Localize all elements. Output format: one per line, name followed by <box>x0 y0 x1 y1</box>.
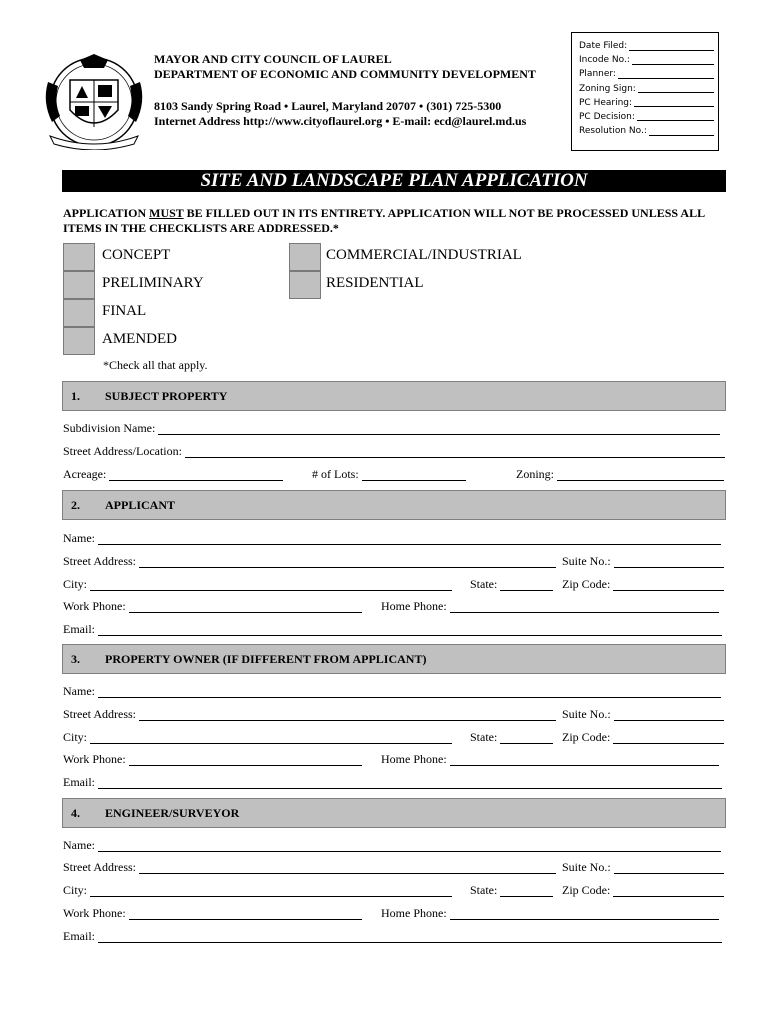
owner-work-phone-field[interactable] <box>129 754 362 766</box>
applicant-home-phone-row <box>381 599 719 613</box>
applicant-suite-row <box>562 554 724 568</box>
final-label: FINAL <box>102 303 147 319</box>
engineer-zip-field[interactable] <box>613 885 724 897</box>
pc-hearing-label: PC Hearing: <box>579 97 633 108</box>
resolution-label: Resolution No.: <box>579 126 647 137</box>
commercial-industrial-label: COMMERCIAL/INDUSTRIAL <box>326 247 522 263</box>
applicant-city-row <box>63 577 452 591</box>
applicant-street-row <box>63 554 556 568</box>
engineer-state-field[interactable] <box>500 885 553 897</box>
owner-name-row <box>63 684 721 698</box>
commercial-industrial-checkbox[interactable] <box>289 243 321 271</box>
section-subject-property-header <box>62 381 726 411</box>
section-title: SUBJECT PROPERTY <box>105 389 228 403</box>
street-label: Street Address: <box>63 860 136 874</box>
applicant-home-phone-field[interactable] <box>450 601 719 613</box>
applicant-state-row <box>470 577 553 591</box>
zip-label: Zip Code: <box>562 577 611 591</box>
owner-city-field[interactable] <box>90 732 452 744</box>
section-title: ENGINEER/SURVEYOR <box>105 806 240 820</box>
city-label: City: <box>63 730 88 744</box>
suite-label: Suite No.: <box>562 554 611 568</box>
engineer-work-phone-field[interactable] <box>129 908 362 920</box>
department-name: DEPARTMENT OF ECONOMIC AND COMMUNITY DEVELOPMENT <box>154 67 536 81</box>
owner-work-phone-row <box>63 752 362 766</box>
email-label: Email: <box>63 622 95 636</box>
state-label: State: <box>470 883 498 897</box>
lots-field[interactable] <box>362 469 466 481</box>
city-label: City: <box>63 883 88 897</box>
pc-hearing-field[interactable] <box>634 96 714 108</box>
home-phone-label: Home Phone: <box>381 752 447 766</box>
applicant-work-phone-row <box>63 599 362 613</box>
street-label: Street Address: <box>63 707 136 721</box>
amended-label: AMENDED <box>102 331 177 347</box>
engineer-home-phone-row <box>381 906 719 920</box>
zoning-label: Zoning: <box>516 467 554 481</box>
owner-zip-field[interactable] <box>613 732 724 744</box>
name-label: Name: <box>63 684 95 698</box>
suite-label: Suite No.: <box>562 860 611 874</box>
owner-city-row <box>63 730 452 744</box>
incode-field[interactable] <box>632 53 714 65</box>
applicant-name-field[interactable] <box>98 533 721 545</box>
section-engineer-surveyor-header <box>62 798 726 828</box>
city-label: City: <box>63 577 88 591</box>
applicant-zip-row <box>562 577 724 591</box>
acreage-label: Acreage: <box>63 467 107 481</box>
engineer-city-row <box>63 883 452 897</box>
address-line: 8103 Sandy Spring Road • Laurel, Maryland 20707 • (301) 725-5300 <box>154 99 502 113</box>
engineer-zip-row <box>562 883 724 897</box>
residential-checkbox[interactable] <box>289 271 321 299</box>
state-label: State: <box>470 577 498 591</box>
section-title: PROPERTY OWNER (IF DIFFERENT FROM APPLICANT) <box>105 652 427 666</box>
acreage-row <box>63 467 283 481</box>
applicant-suite-field[interactable] <box>614 556 724 568</box>
office-use-box <box>571 32 719 151</box>
pc-decision-field[interactable] <box>637 110 714 122</box>
subdivision-name-field[interactable] <box>158 423 720 435</box>
subdivision-name-row <box>63 421 720 435</box>
concept-checkbox[interactable] <box>63 243 95 271</box>
applicant-state-field[interactable] <box>500 579 553 591</box>
engineer-name-row <box>63 838 721 852</box>
engineer-name-field[interactable] <box>98 840 721 852</box>
lots-row <box>312 467 466 481</box>
email-label: Email: <box>63 775 95 789</box>
pc-decision-label: PC Decision: <box>579 111 635 122</box>
instructions-notice: APPLICATION MUST BE FILLED OUT IN ITS ENTIRETY. APPLICATION WILL NOT BE PROCESSED UNLESS ALL ITEMS IN THE CHECKLISTS ARE ADDRESSED.* <box>63 206 705 235</box>
owner-home-phone-field[interactable] <box>450 754 719 766</box>
applicant-street-field[interactable] <box>139 556 556 568</box>
engineer-work-phone-row <box>63 906 362 920</box>
final-checkbox[interactable] <box>63 299 95 327</box>
form-title: SITE AND LANDSCAPE PLAN APPLICATION <box>62 170 726 192</box>
section-number: 1. <box>71 389 80 403</box>
street-location-label: Street Address/Location: <box>63 444 182 458</box>
owner-street-row <box>63 707 556 721</box>
engineer-suite-field[interactable] <box>614 862 724 874</box>
section-applicant-header <box>62 490 726 520</box>
applicant-zip-field[interactable] <box>613 579 724 591</box>
date-filed-field[interactable] <box>629 39 714 51</box>
section-number: 3. <box>71 652 80 666</box>
home-phone-label: Home Phone: <box>381 599 447 613</box>
city-seal-logo <box>40 52 148 150</box>
preliminary-checkbox[interactable] <box>63 271 95 299</box>
residential-label: RESIDENTIAL <box>326 275 424 291</box>
engineer-home-phone-field[interactable] <box>450 908 719 920</box>
owner-suite-row <box>562 707 724 721</box>
owner-street-field[interactable] <box>139 709 556 721</box>
owner-zip-row <box>562 730 724 744</box>
section-number: 4. <box>71 806 80 820</box>
section-property-owner-header <box>62 644 726 674</box>
section-title: APPLICANT <box>105 498 176 512</box>
owner-state-field[interactable] <box>500 732 553 744</box>
contact-line: Internet Address http://www.cityoflaurel.org • E-mail: ecd@laurel.md.us <box>154 114 527 128</box>
owner-name-field[interactable] <box>98 686 721 698</box>
name-label: Name: <box>63 838 95 852</box>
engineer-city-field[interactable] <box>90 885 452 897</box>
work-phone-label: Work Phone: <box>63 752 126 766</box>
subdivision-name-label: Subdivision Name: <box>63 421 156 435</box>
engineer-street-field[interactable] <box>139 862 556 874</box>
preliminary-label: PRELIMINARY <box>102 275 204 291</box>
work-phone-label: Work Phone: <box>63 599 126 613</box>
applicant-name-row <box>63 531 721 545</box>
org-name: MAYOR AND CITY COUNCIL OF LAUREL <box>154 52 392 66</box>
acreage-field[interactable] <box>109 469 283 481</box>
section-number: 2. <box>71 498 80 512</box>
owner-state-row <box>470 730 553 744</box>
amended-checkbox[interactable] <box>63 327 95 355</box>
incode-label: Incode No.: <box>579 55 630 66</box>
zoning-field[interactable] <box>557 469 724 481</box>
zip-label: Zip Code: <box>562 883 611 897</box>
street-location-row <box>63 444 725 458</box>
zoning-row <box>516 467 724 481</box>
name-label: Name: <box>63 531 95 545</box>
date-filed-label: Date Filed: <box>579 41 628 51</box>
owner-home-phone-row <box>381 752 719 766</box>
zoning-sign-label: Zoning Sign: <box>579 83 636 94</box>
check-all-note: *Check all that apply. <box>103 358 208 372</box>
engineer-suite-row <box>562 860 724 874</box>
applicant-email-row <box>63 622 722 636</box>
engineer-email-field[interactable] <box>98 931 722 943</box>
engineer-street-row <box>63 860 556 874</box>
home-phone-label: Home Phone: <box>381 906 447 920</box>
email-label: Email: <box>63 929 95 943</box>
owner-suite-field[interactable] <box>614 709 724 721</box>
state-label: State: <box>470 730 498 744</box>
engineer-email-row <box>63 929 722 943</box>
planner-field[interactable] <box>618 67 714 79</box>
work-phone-label: Work Phone: <box>63 906 126 920</box>
owner-email-field[interactable] <box>98 777 722 789</box>
concept-label: CONCEPT <box>102 247 171 263</box>
zoning-sign-field[interactable] <box>638 82 714 94</box>
owner-email-row <box>63 775 722 789</box>
engineer-state-row <box>470 883 553 897</box>
street-location-field[interactable] <box>185 446 725 458</box>
applicant-city-field[interactable] <box>90 579 452 591</box>
suite-label: Suite No.: <box>562 707 611 721</box>
applicant-work-phone-field[interactable] <box>129 601 362 613</box>
lots-label: # of Lots: <box>312 467 359 481</box>
planner-label: Planner: <box>579 69 616 80</box>
zip-label: Zip Code: <box>562 730 611 744</box>
resolution-field[interactable] <box>649 124 714 136</box>
applicant-email-field[interactable] <box>98 624 722 636</box>
street-label: Street Address: <box>63 554 136 568</box>
